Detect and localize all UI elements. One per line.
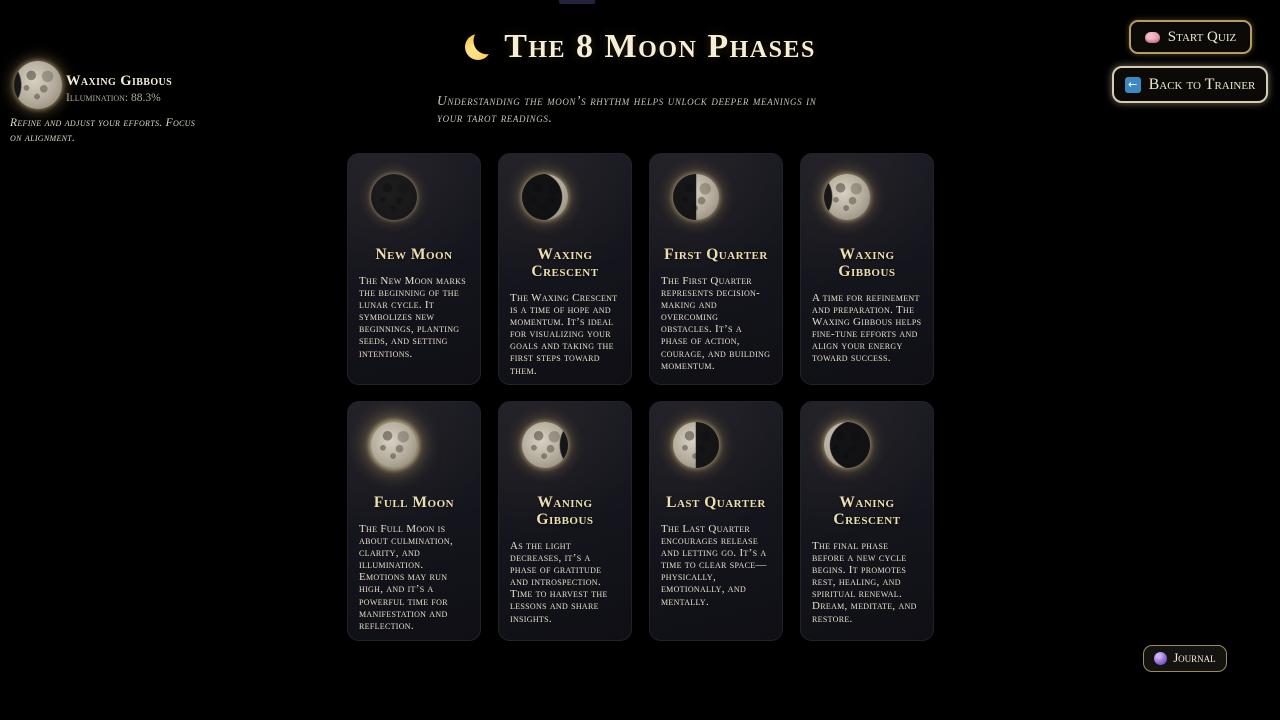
page-title: [0, 28, 1280, 66]
phase-card-description: The Last Quarter encourages release and letting go. It’s a time to clear space—physically, emotionally, and mentally.: [661, 523, 767, 608]
moon-shade: [673, 422, 719, 468]
journal-label: Journal: [1173, 651, 1216, 665]
phase-card-description: The Waxing Crescent is a time of hope and momentum. It’s ideal for visualizing your goals and taking the first steps toward them.: [510, 292, 618, 377]
phase-card: [498, 153, 632, 385]
phase-card-description: A time for refinement and preparation. The Waxing Gibbous helps fine-tune efforts and align your energy toward success.: [812, 292, 922, 365]
page-subtitle: Understanding the moon’s rhythm helps unlock deeper meanings in your tarot readings.: [437, 93, 817, 125]
phase-moon-image: [824, 174, 870, 220]
phase-card-title: Waning Gibbous: [536, 494, 594, 528]
phase-card: [347, 401, 481, 641]
moon-shade: [522, 174, 568, 220]
page-title-text: The 8 Moon Phases: [504, 28, 816, 65]
moon-shade: [824, 174, 870, 220]
phase-card-title: Last Quarter: [666, 494, 766, 511]
phase-card-description: The Full Moon is about culmination, clarity, and illumination. Emotions may run high, and it’s a powerful time for manifestation and reflection.: [359, 523, 454, 632]
moon-shade: [14, 61, 62, 109]
current-phase-name: Waxing Gibbous: [66, 73, 173, 89]
phase-card-title: Waxing Crescent: [531, 246, 599, 280]
phase-card-description: The First Quarter represents decision-making and overcoming obstacles. It’s a phase of action, courage, and building momentum.: [661, 275, 771, 372]
phase-card: [800, 401, 934, 641]
phase-moon-image: [371, 422, 417, 468]
brain-icon: [1145, 32, 1160, 43]
phase-moon-image: [673, 174, 719, 220]
phase-card: [649, 401, 783, 641]
phase-card: [649, 153, 783, 385]
current-phase-moon-image: [14, 61, 62, 109]
phase-card-title: Waxing Gibbous: [838, 246, 896, 280]
phase-card-description: The New Moon marks the beginning of the lunar cycle. It symbolizes new beginnings, planting seeds, and setting intentions.: [359, 275, 466, 360]
start-quiz-button[interactable]: [1129, 20, 1252, 54]
phase-moon-image: [371, 174, 417, 220]
phase-card-title: New Moon: [375, 246, 453, 263]
phase-card-title: Waning Crescent: [833, 494, 901, 528]
phase-card: [498, 401, 632, 641]
current-phase-message: Refine and adjust your efforts. Focus on alignment.: [10, 117, 196, 144]
crescent-moon-icon: [464, 33, 492, 61]
phase-card-title: First Quarter: [664, 246, 768, 263]
phase-card: [800, 153, 934, 385]
moon-shade: [522, 422, 568, 468]
back-arrow-icon: ←: [1125, 77, 1141, 93]
phase-card: [347, 153, 481, 385]
crystal-ball-icon: [1154, 652, 1167, 665]
moon-shade: [824, 422, 870, 468]
phase-cards-grid: [347, 153, 934, 641]
back-to-trainer-button[interactable]: [1112, 66, 1268, 103]
phase-moon-image: [522, 422, 568, 468]
phase-moon-image: [824, 422, 870, 468]
phase-moon-image: [673, 422, 719, 468]
back-to-trainer-label: Back to Trainer: [1148, 75, 1256, 93]
moon-shade: [371, 174, 417, 220]
top-scroll-indicator: [559, 0, 595, 4]
moon-shade: [673, 174, 719, 220]
moon-shade: [371, 422, 417, 468]
journal-button[interactable]: [1143, 645, 1227, 672]
phase-card-title: Full Moon: [373, 494, 455, 511]
phase-moon-image: [522, 174, 568, 220]
phase-card-description: The final phase before a new cycle begins. It promotes rest, healing, and spiritual renewal. Dream, meditate, and restore.: [812, 540, 917, 625]
current-phase-illumination: Illumination: 88.3%: [66, 92, 161, 104]
phase-card-description: As the light decreases, it’s a phase of gratitude and introspection. Time to harvest the lessons and share insights.: [510, 540, 608, 625]
start-quiz-label: Start Quiz: [1167, 28, 1237, 45]
